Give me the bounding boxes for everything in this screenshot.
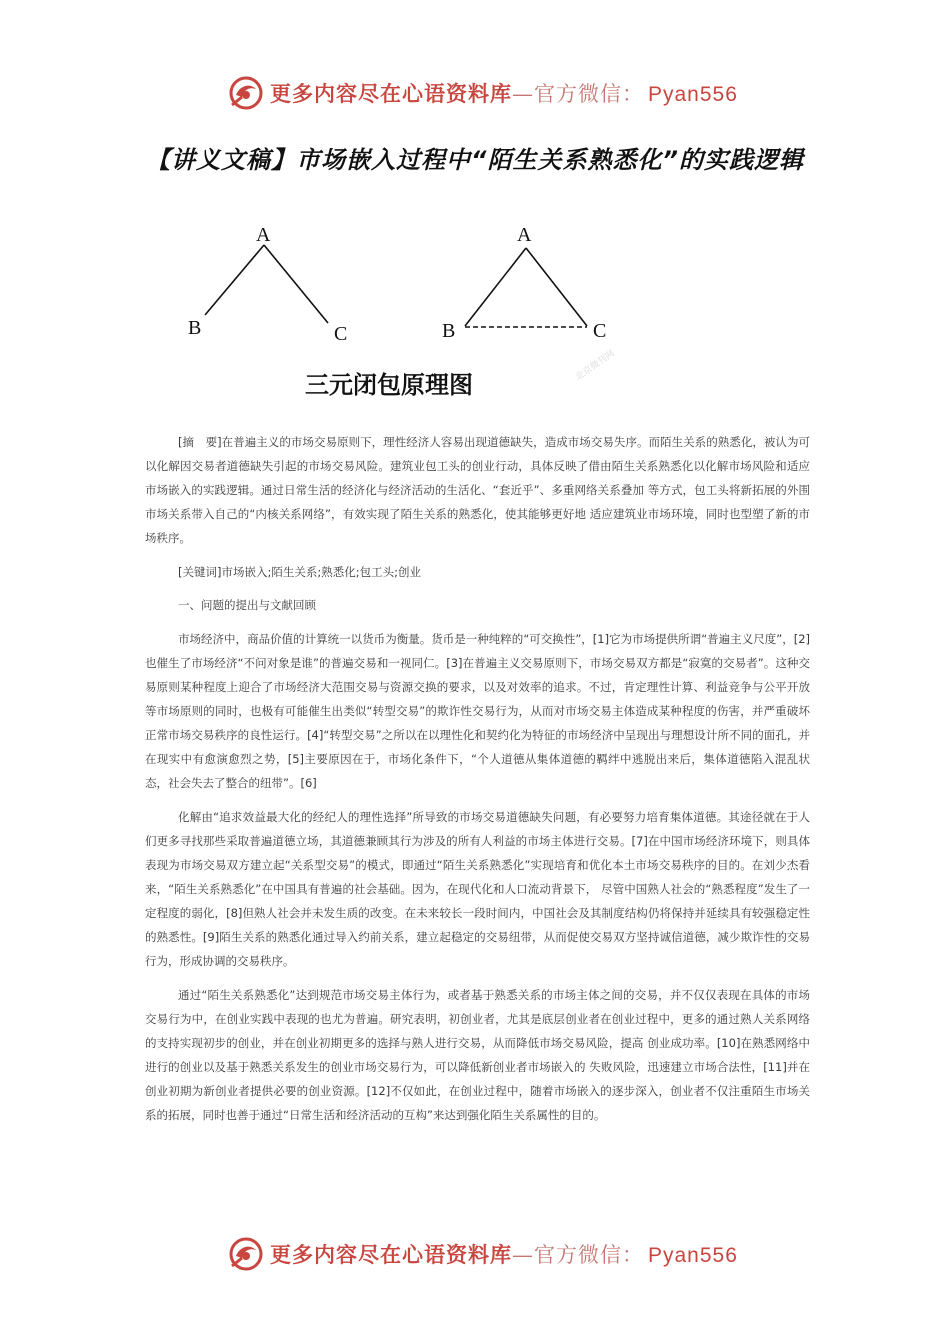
paragraph: 化解由“追求效益最大化的经纪人的理性选择”所导致的市场交易道德缺失问题，有必要努力培育集体道德。其途径就在于人们更多寻找那些采取普遍道德立场，其道德兼顾其行为涉及的所有人利益的市场主体进行交易。[7]在中国市场经济环境下，则具体表现为市场交易双方建立起“关系型交易”的模式，即通过“陌生关系熟悉化”实现培育和优化本土市场交易秩序的目的。在刘少杰看来，“陌生关系熟悉化”在中国具有普遍的社会基础。因为，在现代化和人口流动背景下， 尽管中国熟人社会的“熟悉程度”发生了一定程度的弱化，[8]但熟人社会并未发生质的改变。在未来较长一段时间内，中国社会及其制度结构仍将保持并延续具有较强稳定性的熟悉性。[9]陌生关系的熟悉化通过导入约前关系，建立起稳定的交易纽带，从而促使交易双方坚持诚信道德，减少欺诈性的交易行为，形成协调的交易秩序。	[145, 810, 810, 968]
paragraph: 通过“陌生关系熟悉化”达到规范市场交易主体行为，或者基于熟悉关系的市场主体之间的交易，并不仅仅表现在具体的市场交易行为中，在创业实践中表现的也尤为普遍。研究表明，初创业者，尤其是底层创业者在创业过程中，更多的通过熟人关系网络的支持实现初步的创业，并在创业初期更多的选择与熟人进行交易，从而降低市场交易风险，提高 创业成功率。[10]在熟悉网络中进行的创业以及基于熟悉关系发生的创业市场交易行为，可以降低新创业者市场嵌入的 失败风险，迅速建立市场合法性，[11]并在创业初期为新创业者提供必要的创业资源。[12]不仅如此，在创业过程中，随着市场嵌入的逐步深入，创业者不仅注重陌生市场关系的拓展，同时也善于通过“日常生活和经济活动的互构”来达到强化陌生关系属性的目的。	[145, 988, 810, 1122]
left-edge-ac	[264, 245, 328, 323]
banner-text	[270, 1239, 738, 1269]
keywords: [关键词]市场嵌入;陌生关系;熟悉化;包工头;创业	[178, 565, 421, 579]
banner-prefix: 更多内容尽在心语资料库	[270, 1242, 512, 1267]
banner-label: 官方微信：	[534, 82, 644, 106]
document-title: 【讲义文稿】市场嵌入过程中“陌生关系熟悉化”的实践逻辑	[146, 146, 804, 174]
banner-text	[270, 78, 738, 108]
left-label-a: A	[256, 224, 271, 246]
brand-logo-icon	[228, 75, 264, 111]
right-label-a: A	[517, 224, 532, 246]
paragraph: 市场经济中，商品价值的计算统一以货币为衡量。货币是一种纯粹的“可交换性”，[1]它为市场提供所谓“普遍主义尺度”，[2]也催生了市场经济“不问对象是谁”的普遍交易和一视同仁。[3]在普遍主义交易原则下，市场交易双方都是“寂寞的交易者”。这种交易原则某种程度上迎合了市场经济大范围交易与资源交换的要求，以及对效率的追求。不过，肯定理性计算、利益竞争与公平开放等市场原则的同时，也极有可能催生出类似“转型交易”的欺诈性交易行为，从而对市场交易主体造成某种程度的伤害，并严重破坏正常市场交易秩序的良性运行。[4]“转型交易”之所以在以理性化和契约化为特征的市场经济中呈现出与理想设计所不同的面孔，并在现实中有愈演愈烈之势，[5]主要原因在于，市场化条件下，“个人道德从集体道德的羁绊中逃脱出来后，集体道德陷入混乱状态，社会失去了整合的纽带”。[6]	[145, 632, 810, 790]
banner-wechat-id: Pyan556	[648, 1244, 738, 1267]
brand-logo-icon	[228, 1236, 264, 1272]
right-label-b: B	[442, 320, 456, 342]
banner-separator: —	[512, 1243, 534, 1267]
left-edge-ab	[205, 245, 264, 315]
left-label-b: B	[188, 317, 202, 339]
right-label-c: C	[593, 320, 607, 342]
section-heading: 一、问题的提出与文献回顾	[178, 598, 316, 612]
figure-watermark: 北京微刊网	[574, 348, 617, 383]
abstract: [摘 要]在普遍主义的市场交易原则下，理性经济人容易出现道德缺失，造成市场交易失序。而陌生关系的熟悉化，被认为可以化解因交易者道德缺失引起的市场交易风险。建筑业包工头的创业行动，具体反映了借由陌生关系熟悉化以化解市场风险和适应市场嵌入的实践逻辑。通过日常生活的经济化与经济活动的生活化、“套近乎”、多重网络关系叠加 等方式，包工头将新拓展的外围市场关系带入自己的“内核关系网络”，有效实现了陌生关系的熟悉化，使其能够更好地 适应建筑业市场环境，同时也型塑了新的市场秩序。	[145, 435, 810, 545]
banner-label: 官方微信：	[534, 1243, 644, 1267]
triadic-closure-diagram	[170, 210, 640, 410]
figure-caption: 三元闭包原理图	[305, 371, 473, 399]
banner-separator: —	[512, 82, 534, 106]
footer-banner	[0, 1234, 950, 1274]
right-edge-ab	[465, 248, 526, 326]
header-banner	[0, 73, 950, 113]
left-label-c: C	[334, 323, 348, 345]
right-edge-ac	[526, 248, 587, 326]
banner-wechat-id: Pyan556	[648, 83, 738, 106]
banner-prefix: 更多内容尽在心语资料库	[270, 81, 512, 106]
article-body	[145, 430, 810, 1127]
